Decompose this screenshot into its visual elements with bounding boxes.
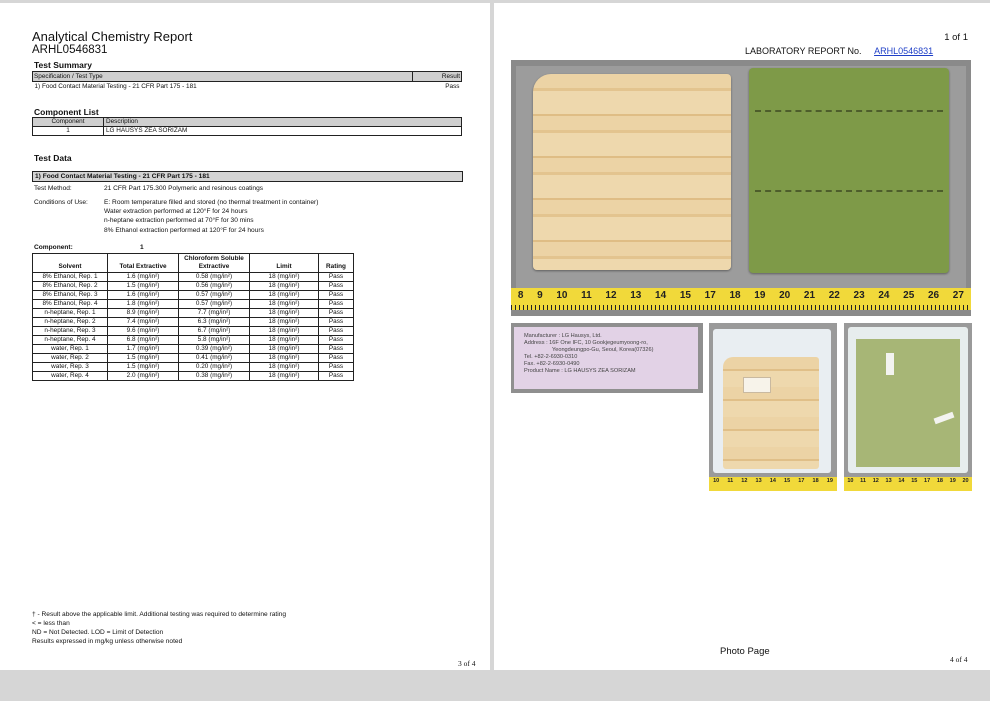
ruler-number: 18 — [729, 290, 741, 301]
ruler-number: 27 — [952, 290, 964, 301]
perforation-line — [755, 190, 943, 192]
results-cell-rating: Pass — [319, 336, 354, 345]
results-cell-total: 1.5 (mg/in²) — [108, 282, 179, 291]
component-label: Component: — [34, 244, 73, 251]
sample-tag — [934, 412, 955, 424]
results-cell-total: 9.6 (mg/in²) — [108, 327, 179, 336]
results-cell-rating: Pass — [319, 318, 354, 327]
test-data-heading: Test Data — [34, 153, 72, 163]
solvent-header: Solvent — [33, 254, 108, 273]
plastic-bag — [848, 327, 968, 473]
label-line: Manufacturer : LG Hausys, Ltd. — [524, 333, 602, 339]
col-spec-header: Specification / Test Type — [33, 72, 413, 82]
results-cell-limit: 18 (mg/in²) — [250, 345, 319, 354]
ruler-number: 12 — [605, 290, 617, 301]
ruler-numbers — [844, 478, 972, 484]
ruler-number: 24 — [878, 290, 890, 301]
ruler-number: 17 — [704, 290, 716, 301]
ruler-number: 10 — [847, 478, 854, 484]
results-cell-limit: 18 (mg/in²) — [250, 363, 319, 372]
results-cell-limit: 18 (mg/in²) — [250, 336, 319, 345]
ruler-number: 19 — [754, 290, 766, 301]
results-cell-total: 8.9 (mg/in²) — [108, 309, 179, 318]
results-cell-solvent: n-heptane, Rep. 4 — [33, 336, 108, 345]
ruler-number: 17 — [798, 478, 805, 484]
results-cell-solvent: 8% Ethanol, Rep. 1 — [33, 273, 108, 282]
small-ruler — [844, 477, 972, 491]
results-cell-solvent: n-heptane, Rep. 1 — [33, 309, 108, 318]
ruler-number: 11 — [860, 478, 866, 484]
results-cell-solvent: 8% Ethanol, Rep. 4 — [33, 300, 108, 309]
results-cell-limit: 18 (mg/in²) — [250, 354, 319, 363]
results-cell-limit: 18 (mg/in²) — [250, 300, 319, 309]
results-cell-limit: 18 (mg/in²) — [250, 327, 319, 336]
lab-report-code[interactable]: ARHL0546831 — [874, 46, 934, 56]
component-description-cell: LG HAUSYS ZEA SORIZAM — [104, 127, 462, 136]
results-cell-chloroform: 6.7 (mg/in²) — [179, 327, 250, 336]
ruler-number: 10 — [556, 290, 568, 301]
results-cell-rating: Pass — [319, 273, 354, 282]
results-cell-chloroform: 0.39 (mg/in²) — [179, 345, 250, 354]
product-label — [514, 327, 698, 389]
sample-tag — [743, 377, 771, 393]
report-page-left — [0, 3, 490, 670]
results-cell-solvent: water, Rep. 3 — [33, 363, 108, 372]
component-value: 1 — [140, 244, 144, 251]
ruler-number: 23 — [853, 290, 865, 301]
page-number: 4 of 4 — [950, 655, 968, 664]
results-cell-chloroform: 0.38 (mg/in²) — [179, 372, 250, 381]
ruler-numbers — [511, 290, 971, 301]
label-line: Fax. +82-2-6930-0490 — [524, 361, 580, 367]
test-summary-heading: Test Summary — [34, 60, 92, 70]
ruler-number: 19 — [826, 478, 833, 484]
ruler-number: 22 — [828, 290, 840, 301]
wood-sample — [533, 74, 731, 270]
ruler — [511, 288, 971, 310]
rating-header: Rating — [319, 254, 354, 273]
page-number: 3 of 4 — [458, 659, 476, 668]
results-row — [33, 318, 354, 327]
results-cell-limit: 18 (mg/in²) — [250, 309, 319, 318]
label-line: Product Name : LG HAUSYS ZEA SORIZAM — [524, 368, 636, 374]
ruler-ticks — [511, 305, 971, 310]
ruler-number: 8 — [517, 290, 524, 301]
results-cell-rating: Pass — [319, 282, 354, 291]
results-cell-rating: Pass — [319, 354, 354, 363]
results-cell-rating: Pass — [319, 291, 354, 300]
small-ruler — [709, 477, 837, 491]
results-cell-solvent: 8% Ethanol, Rep. 3 — [33, 291, 108, 300]
perforation-line — [755, 110, 943, 112]
results-cell-total: 1.5 (mg/in²) — [108, 354, 179, 363]
label-line: Yeongdeungpo-Gu, Seoul, Korea(07326) — [552, 347, 654, 353]
results-row — [33, 309, 354, 318]
photo-page-caption: Photo Page — [720, 646, 770, 657]
results-row — [33, 300, 354, 309]
ruler-number: 13 — [885, 478, 892, 484]
ruler-number: 11 — [581, 290, 592, 301]
results-body — [33, 273, 354, 381]
ruler-number: 26 — [927, 290, 940, 301]
results-cell-limit: 18 (mg/in²) — [250, 291, 319, 300]
results-cell-solvent: n-heptane, Rep. 2 — [33, 318, 108, 327]
results-row — [33, 282, 354, 291]
component-list-table — [32, 117, 462, 136]
ruler-number: 13 — [755, 478, 762, 484]
bagged-green-photo — [844, 323, 972, 491]
sample-photo-main — [511, 60, 971, 316]
ruler-number: 15 — [911, 478, 918, 484]
results-row — [33, 336, 354, 345]
results-cell-total: 1.7 (mg/in²) — [108, 345, 179, 354]
ruler-number: 12 — [872, 478, 879, 484]
label-text-block — [524, 333, 654, 375]
total-extractive-header: Total Extractive — [108, 254, 179, 273]
conditions-line: 8% Ethanol extraction performed at 120°F for 24 hours — [104, 227, 264, 234]
report-page-right — [494, 3, 990, 670]
ruler-number: 15 — [679, 290, 691, 301]
ruler-number: 17 — [924, 478, 931, 484]
report-title: Analytical Chemistry Report — [32, 29, 193, 44]
results-cell-solvent: water, Rep. 1 — [33, 345, 108, 354]
results-cell-rating: Pass — [319, 372, 354, 381]
test-data-bar: 1) Food Contact Material Testing - 21 CFR Part 175 - 181 — [32, 171, 463, 182]
label-photo — [511, 323, 703, 393]
test-summary-table — [32, 71, 462, 91]
results-cell-rating: Pass — [319, 363, 354, 372]
results-cell-chloroform: 7.7 (mg/in²) — [179, 309, 250, 318]
label-line: Address : 16F One IFC, 10 Gookjegeumyoong-ro, — [524, 340, 648, 346]
results-row — [33, 372, 354, 381]
footnote-line: ND = Not Detected. LOD = Limit of Detection — [32, 629, 164, 636]
results-cell-limit: 18 (mg/in²) — [250, 372, 319, 381]
ruler-number: 10 — [713, 478, 720, 484]
report-id: ARHL0546831 — [32, 44, 108, 56]
ruler-number: 13 — [630, 290, 642, 301]
results-cell-solvent: water, Rep. 4 — [33, 372, 108, 381]
ruler-number: 19 — [949, 478, 956, 484]
conditions-line: n-heptane extraction performed at 70°F for 30 mins — [104, 217, 254, 224]
results-cell-solvent: water, Rep. 2 — [33, 354, 108, 363]
results-row — [33, 291, 354, 300]
results-cell-chloroform: 0.57 (mg/in²) — [179, 300, 250, 309]
label-line: Tel. +82-2-6930-0310 — [524, 354, 578, 360]
summary-spec-cell: 1) Food Contact Material Testing - 21 CFR Part 175 - 181 — [34, 83, 197, 90]
ruler-number: 12 — [741, 478, 748, 484]
results-cell-total: 1.6 (mg/in²) — [108, 273, 179, 282]
ruler-number: 21 — [803, 290, 816, 301]
col-result-header: Result — [413, 72, 462, 82]
conditions-line: Water extraction performed at 120°F for 24 hours — [104, 208, 248, 215]
results-cell-rating: Pass — [319, 327, 354, 336]
ruler-number: 18 — [812, 478, 819, 484]
ruler-number: 9 — [537, 290, 543, 301]
results-row — [33, 345, 354, 354]
summary-result-cell: Pass — [445, 83, 460, 90]
results-cell-total: 7.4 (mg/in²) — [108, 318, 179, 327]
ruler-number: 20 — [962, 478, 969, 484]
results-cell-chloroform: 0.56 (mg/in²) — [179, 282, 250, 291]
bagged-wood-photo — [709, 323, 837, 491]
results-cell-chloroform: 0.57 (mg/in²) — [179, 291, 250, 300]
results-row — [33, 354, 354, 363]
ruler-number: 14 — [769, 478, 776, 484]
test-method-label: Test Method: — [34, 185, 72, 192]
page-of-label: 1 of 1 — [944, 32, 968, 43]
results-cell-total: 2.0 (mg/in²) — [108, 372, 179, 381]
results-cell-total: 1.5 (mg/in²) — [108, 363, 179, 372]
results-cell-chloroform: 6.3 (mg/in²) — [179, 318, 250, 327]
results-cell-chloroform: 5.8 (mg/in²) — [179, 336, 250, 345]
conditions-label: Conditions of Use: — [34, 199, 88, 206]
results-cell-rating: Pass — [319, 309, 354, 318]
green-sample — [749, 68, 949, 273]
ruler-number: 25 — [903, 290, 915, 301]
results-table — [32, 253, 354, 381]
ruler-numbers — [709, 478, 837, 484]
results-cell-solvent: n-heptane, Rep. 3 — [33, 327, 108, 336]
lab-report-label: LABORATORY REPORT No. — [745, 46, 862, 56]
limit-header: Limit — [250, 254, 319, 273]
results-cell-limit: 18 (mg/in²) — [250, 282, 319, 291]
results-cell-rating: Pass — [319, 300, 354, 309]
results-row — [33, 327, 354, 336]
component-number-cell: 1 — [33, 127, 104, 136]
results-cell-solvent: 8% Ethanol, Rep. 2 — [33, 282, 108, 291]
ruler-number: 18 — [936, 478, 943, 484]
col-description-header: Description — [104, 118, 462, 127]
ruler-number: 14 — [898, 478, 905, 484]
test-method-value: 21 CFR Part 175.300 Polymeric and resinous coatings — [104, 185, 264, 192]
footnote-line: † - Result above the applicable limit. Additional testing was required to determine rating — [32, 611, 287, 618]
results-cell-limit: 18 (mg/in²) — [250, 273, 319, 282]
plastic-bag — [713, 329, 831, 473]
footnote-line: < = less than — [32, 620, 70, 627]
col-component-header: Component — [33, 118, 104, 127]
footnote-line: Results expressed in mg/kg unless otherwise noted — [32, 638, 183, 645]
results-cell-chloroform: 0.41 (mg/in²) — [179, 354, 250, 363]
green-sample-small — [856, 339, 960, 467]
results-cell-chloroform: 0.58 (mg/in²) — [179, 273, 250, 282]
ruler-number: 20 — [779, 290, 791, 301]
results-cell-total: 6.8 (mg/in²) — [108, 336, 179, 345]
chloroform-header: Chloroform Soluble Extractive — [179, 254, 250, 273]
component-list-heading: Component List — [34, 107, 99, 117]
footnotes — [32, 610, 286, 646]
results-row — [33, 363, 354, 372]
results-cell-chloroform: 0.20 (mg/in²) — [179, 363, 250, 372]
conditions-line: E: Room temperature filled and stored (no thermal treatment in container) — [104, 199, 319, 206]
results-cell-total: 1.6 (mg/in²) — [108, 291, 179, 300]
results-row — [33, 273, 354, 282]
sample-tag — [886, 353, 894, 375]
wood-sample-small — [723, 357, 819, 469]
ruler-number: 14 — [655, 290, 667, 301]
results-cell-total: 1.8 (mg/in²) — [108, 300, 179, 309]
lab-report-number — [745, 46, 933, 56]
results-cell-rating: Pass — [319, 345, 354, 354]
ruler-number: 11 — [727, 478, 734, 484]
ruler-number: 15 — [784, 478, 791, 484]
results-cell-limit: 18 (mg/in²) — [250, 318, 319, 327]
